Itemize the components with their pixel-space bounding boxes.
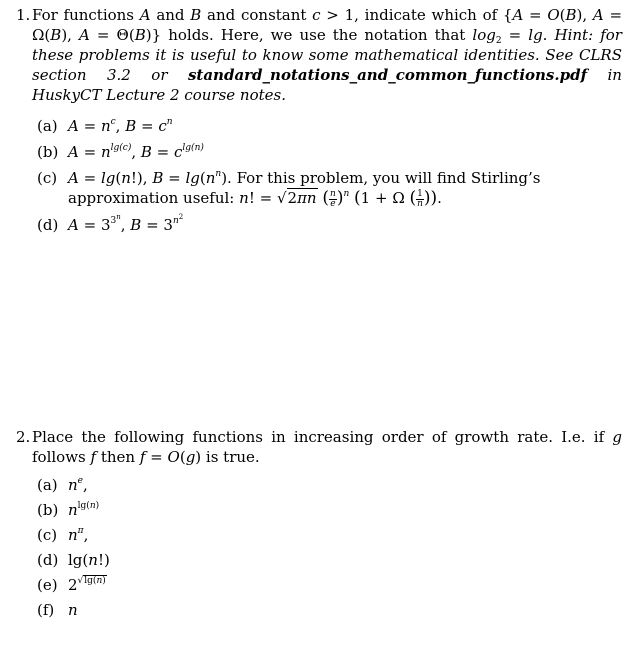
list-item: (d) lg(n!) — [37, 551, 110, 569]
intro-text-c: and constant — [207, 6, 307, 24]
item-label: (e) — [37, 576, 58, 594]
problem-2-intro: 2. Place the following functions in increasing order of growth rate. I.e. if g follows f then f = O(g) is true. — [16, 428, 622, 466]
list-item: (a) $n^e$, — [37, 476, 88, 494]
hint-file: standard_notations_and_common_functions.pdf — [187, 66, 588, 84]
problem-1-number: 1. — [16, 6, 31, 24]
item-label: (b) — [37, 143, 59, 161]
list-item: (d) $A = 3^{3^n}$, $B = 3^{n^2}$ — [37, 212, 184, 234]
hint-end: in HuskyCT Lecture 2 course notes. — [32, 66, 622, 104]
intro-text-b: and — [156, 6, 185, 24]
item-label: (a) — [37, 476, 58, 494]
item-label: (b) — [37, 501, 59, 519]
list-item: (a) $A = n^c$, $B = c^n$ — [37, 117, 173, 135]
hint-label: Hint: — [554, 26, 594, 44]
list-item: (b) $A = n^{lg(c)}$, $B = c^{lg(n)}$ — [37, 143, 204, 161]
item-label: (d) — [37, 551, 59, 569]
item-label: (d) — [37, 215, 59, 234]
problem-2-number: 2. — [16, 428, 31, 446]
hint-text: for these problems it is useful to know some mathematical identities. See CLRS section 3.2 or — [32, 26, 622, 84]
problem-1 — [16, 5, 622, 241]
item-label: (c) — [37, 526, 58, 544]
item-label: (f) — [37, 601, 55, 619]
intro-text-e: holds. Here, we use the notation that — [168, 26, 466, 44]
item-label: (a) — [37, 117, 58, 135]
problem-2-items — [16, 475, 622, 620]
list-item: (c) A = lg(n!), $B = \lg(n^n)$. For this problem, you will find Stirling’s approximation useful: n! = √2πn ( $\frac{n}{e}$ )$^n$ (1 + Ω ( $\frac{1}{n}$ )). — [37, 169, 541, 209]
problem-1-items — [16, 116, 622, 235]
list-item: (f) n — [37, 601, 78, 619]
problem-1-intro: 1. For functions A and B and constant c > 1, indicate which of {A = O(B), A = Ω(B), A = Θ(B)} holds. Here, we use the notation that $\log_2 = \lg$. Hint: for these problems it is useful to know some mathematical identities. See CLRS section 3.2 or standard_notations_and_common_functions.pdf in HuskyCT Lecture 2 course notes. — [16, 6, 623, 104]
stirling-text: For this problem, you will find Stirling’s approximation useful: — [68, 169, 541, 207]
list-item: (c) $n^\pi$, — [37, 526, 89, 544]
problem-2 — [16, 427, 622, 625]
list-item: (b) $n^{lg(n)}$ — [37, 501, 100, 519]
intro-text-a: For functions — [32, 6, 135, 24]
intro-text-d: , indicate which of — [354, 6, 498, 24]
list-item: (e) $2^{√lg(n)}$ — [37, 576, 106, 594]
item-label: (c) — [37, 169, 58, 187]
